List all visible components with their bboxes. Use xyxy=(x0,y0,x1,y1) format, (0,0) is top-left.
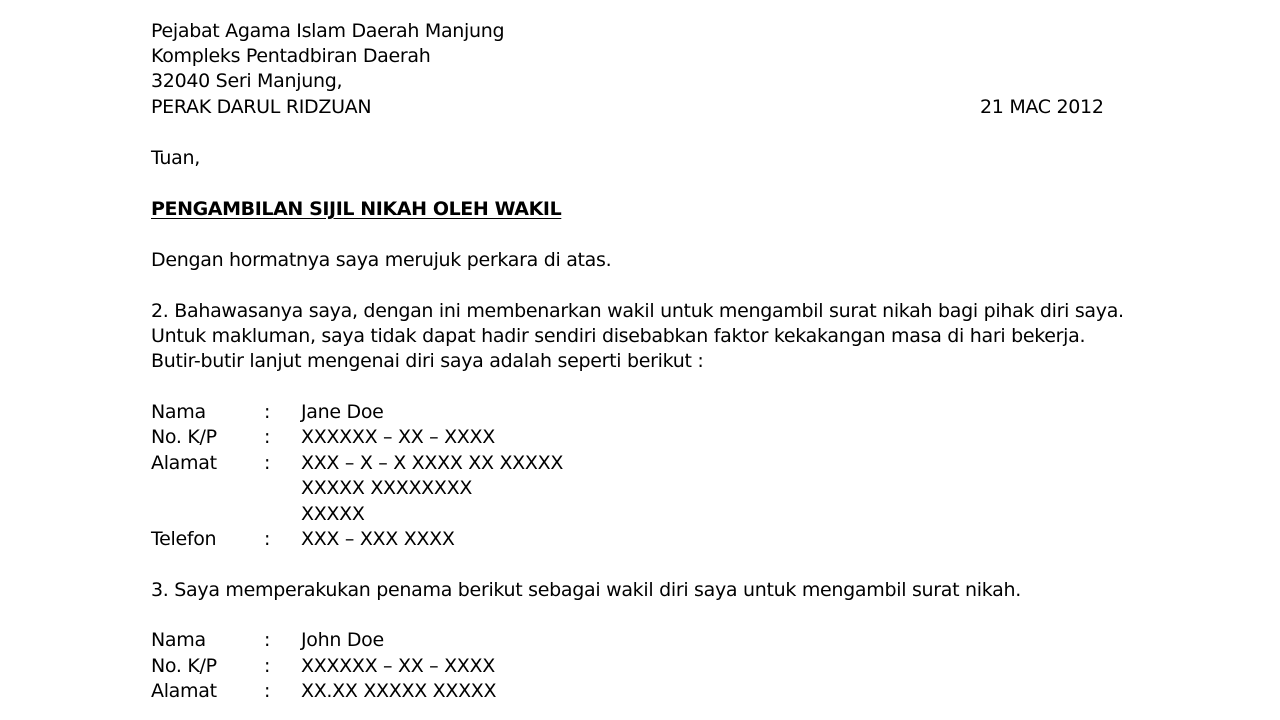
representative-nama-label: Nama xyxy=(151,629,206,651)
colon: : xyxy=(264,528,271,550)
representative-nama-value: John Doe xyxy=(301,629,384,651)
letter-date: 21 MAC 2012 xyxy=(980,96,1104,118)
salutation: Tuan, xyxy=(151,147,200,169)
applicant-kp-value: XXXXXX – XX – XXXX xyxy=(301,426,495,448)
applicant-kp-label: No. K/P xyxy=(151,426,217,448)
representative-alamat-label: Alamat xyxy=(151,680,217,702)
applicant-telefon-label: Telefon xyxy=(151,528,217,550)
address-line-2: Kompleks Pentadbiran Daerah xyxy=(151,45,431,67)
applicant-alamat-value-3: XXXXX xyxy=(301,503,365,525)
representative-alamat-value-1: XX.XX XXXXX XXXXX xyxy=(301,680,497,702)
colon: : xyxy=(264,680,271,702)
address-line-4: PERAK DARUL RIDZUAN xyxy=(151,96,372,118)
colon: : xyxy=(264,452,271,474)
paragraph-2-line-3: Butir-butir lanjut mengenai diri saya adalah seperti berikut : xyxy=(151,350,704,372)
address-line-1: Pejabat Agama Islam Daerah Manjung xyxy=(151,20,505,42)
paragraph-1: Dengan hormatnya saya merujuk perkara di atas. xyxy=(151,249,612,271)
applicant-nama-label: Nama xyxy=(151,401,206,423)
applicant-nama-value: Jane Doe xyxy=(301,401,384,423)
paragraph-2-line-2: Untuk makluman, saya tidak dapat hadir sendiri disebabkan faktor kekakangan masa di hari bekerja. xyxy=(151,325,1086,347)
applicant-alamat-value-2: XXXXX XXXXXXXX xyxy=(301,477,473,499)
colon: : xyxy=(264,629,271,651)
representative-kp-label: No. K/P xyxy=(151,655,217,677)
paragraph-3: 3. Saya memperakukan penama berikut sebagai wakil diri saya untuk mengambil surat nikah. xyxy=(151,579,1021,601)
subject-heading: PENGAMBILAN SIJIL NIKAH OLEH WAKIL xyxy=(151,198,562,220)
applicant-alamat-label: Alamat xyxy=(151,452,217,474)
colon: : xyxy=(264,401,271,423)
address-line-3: 32040 Seri Manjung, xyxy=(151,70,343,92)
colon: : xyxy=(264,655,271,677)
applicant-telefon-value: XXX – XXX XXXX xyxy=(301,528,455,550)
colon: : xyxy=(264,426,271,448)
paragraph-2-line-1: 2. Bahawasanya saya, dengan ini membenarkan wakil untuk mengambil surat nikah bagi pihak diri saya. xyxy=(151,300,1124,322)
applicant-alamat-value-1: XXX – X – X XXXX XX XXXXX xyxy=(301,452,564,474)
representative-kp-value: XXXXXX – XX – XXXX xyxy=(301,655,495,677)
